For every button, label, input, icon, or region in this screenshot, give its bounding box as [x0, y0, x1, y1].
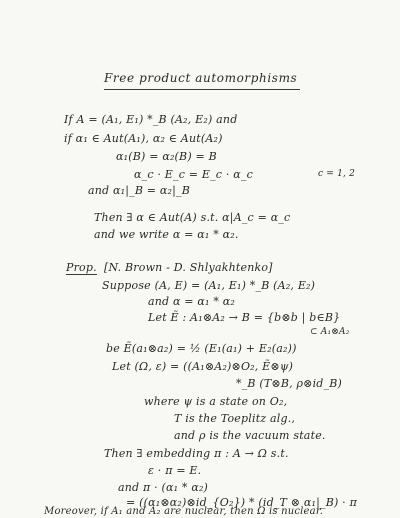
line-24: Moreover, if A₁ and A₂ are nuclear, then Ω is nuclear. — [44, 506, 324, 517]
line-18: T is the Toeplitz alg., — [174, 412, 296, 425]
line-15: Let (Ω, ε) = ((A₁⊗A₂)⊗O₂, Ẽ⊗ψ) — [112, 360, 294, 373]
line-6: Then ∃ α ∈ Aut(A) s.t. α|A_c = α_c — [94, 211, 291, 224]
line-14: be Ẽ(a₁⊗a₂) = ½ (E₁(a₁) + E₂(a₂)) — [106, 342, 297, 355]
page-title: Free product automorphisms — [104, 71, 298, 85]
line-17: where ψ is a state on O₂, — [144, 395, 288, 408]
prop-label: Prop. — [66, 261, 97, 274]
line-5: and α₁|_B = α₂|_B — [88, 184, 191, 197]
line-23: = ((α₁⊗α₂)⊗id_{O₂}) * (id_T ⊗ α₁|_B) · π — [126, 496, 358, 509]
line-19: and ρ is the vacuum state. — [174, 429, 326, 442]
title-underline — [104, 89, 300, 90]
line-20: Then ∃ embedding π : A → Ω s.t. — [104, 447, 289, 460]
line-4-note: c = 1, 2 — [318, 169, 356, 179]
line-22: and π · (α₁ * α₂) — [118, 481, 209, 494]
line-13: ⊂ A₁⊗A₂ — [310, 327, 350, 337]
line-3: α₁(B) = α₂(B) = B — [116, 150, 217, 163]
line-21: ε · π = E. — [148, 464, 202, 477]
line-1: If A = (A₁, E₁) *_B (A₂, E₂) and — [64, 113, 238, 126]
line-11: and α = α₁ * α₂ — [148, 295, 235, 308]
line-7: and we write α = α₁ * α₂. — [94, 228, 239, 241]
line-4: α_c · E_c = E_c · α_c — [134, 168, 253, 181]
line-12: Let Ẽ : A₁⊗A₂ → B = {b⊗b | b∈B} — [148, 311, 341, 324]
line-16: *_B (T⊗B, ρ⊗id_B) — [236, 377, 343, 390]
line-2: if α₁ ∈ Aut(A₁), α₂ ∈ Aut(A₂) — [64, 132, 223, 145]
prop-reference: [N. Brown - D. Shlyakhtenko] — [104, 261, 273, 274]
line-10: Suppose (A, E) = (A₁, E₁) *_B (A₂, E₂) — [102, 279, 316, 292]
